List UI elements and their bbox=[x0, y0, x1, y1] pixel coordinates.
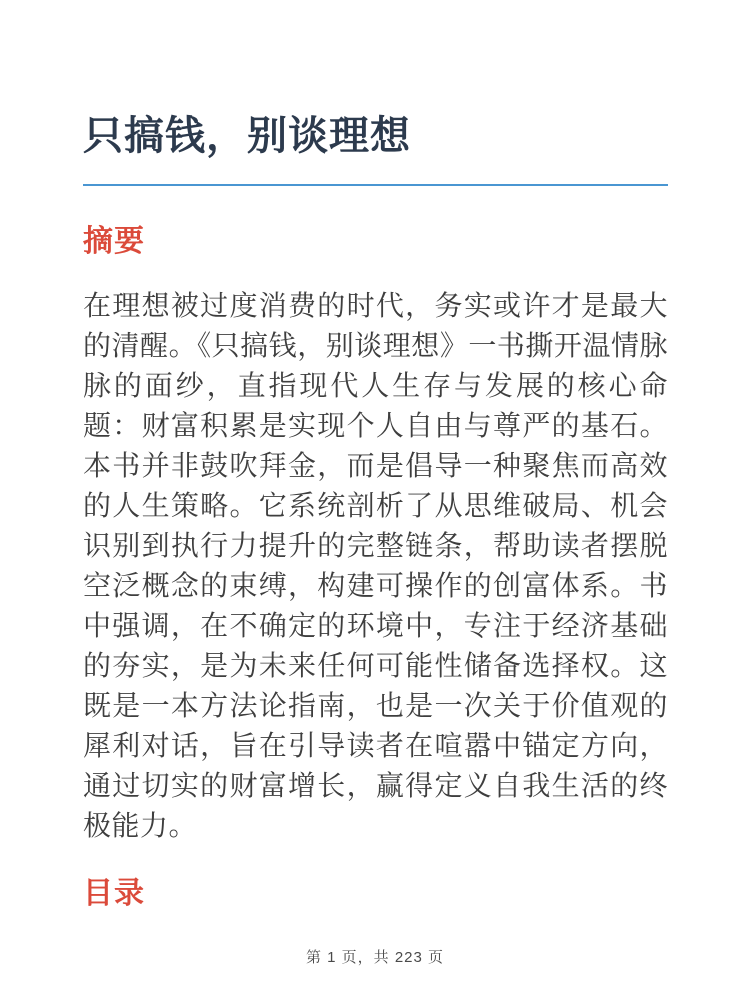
abstract-paragraph: 在理想被过度消费的时代，务实或许才是最大的清醒。《只搞钱，别谈理想》一书撕开温情脉脉的面纱，直指现代人生存与发展的核心命题：财富积累是实现个人自由与尊严的基石。本书并非鼓吹拜金，而是倡导一种聚焦而高效的人生策略。它系统剖析了从思维破局、机会识别到执行力提升的完整链条，帮助读者摆脱空泛概念的束缚，构建可操作的创富体系。书中强调，在不确定的环境中，专注于经济基础的夯实，是为未来任何可能性储备选择权。这既是一本方法论指南，也是一次关于价值观的犀利对话，旨在引导读者在喧嚣中锚定方向，通过切实的财富增长，赢得定义自我生活的终极能力。 bbox=[83, 290, 668, 841]
title-divider bbox=[83, 184, 668, 186]
abstract-heading: 摘要 bbox=[83, 225, 145, 258]
page-title: 只搞钱，别谈理想 bbox=[83, 114, 411, 158]
page-number-indicator: 第 1 页，共 223 页 bbox=[305, 949, 445, 966]
toc-heading: 目录 bbox=[83, 877, 145, 910]
